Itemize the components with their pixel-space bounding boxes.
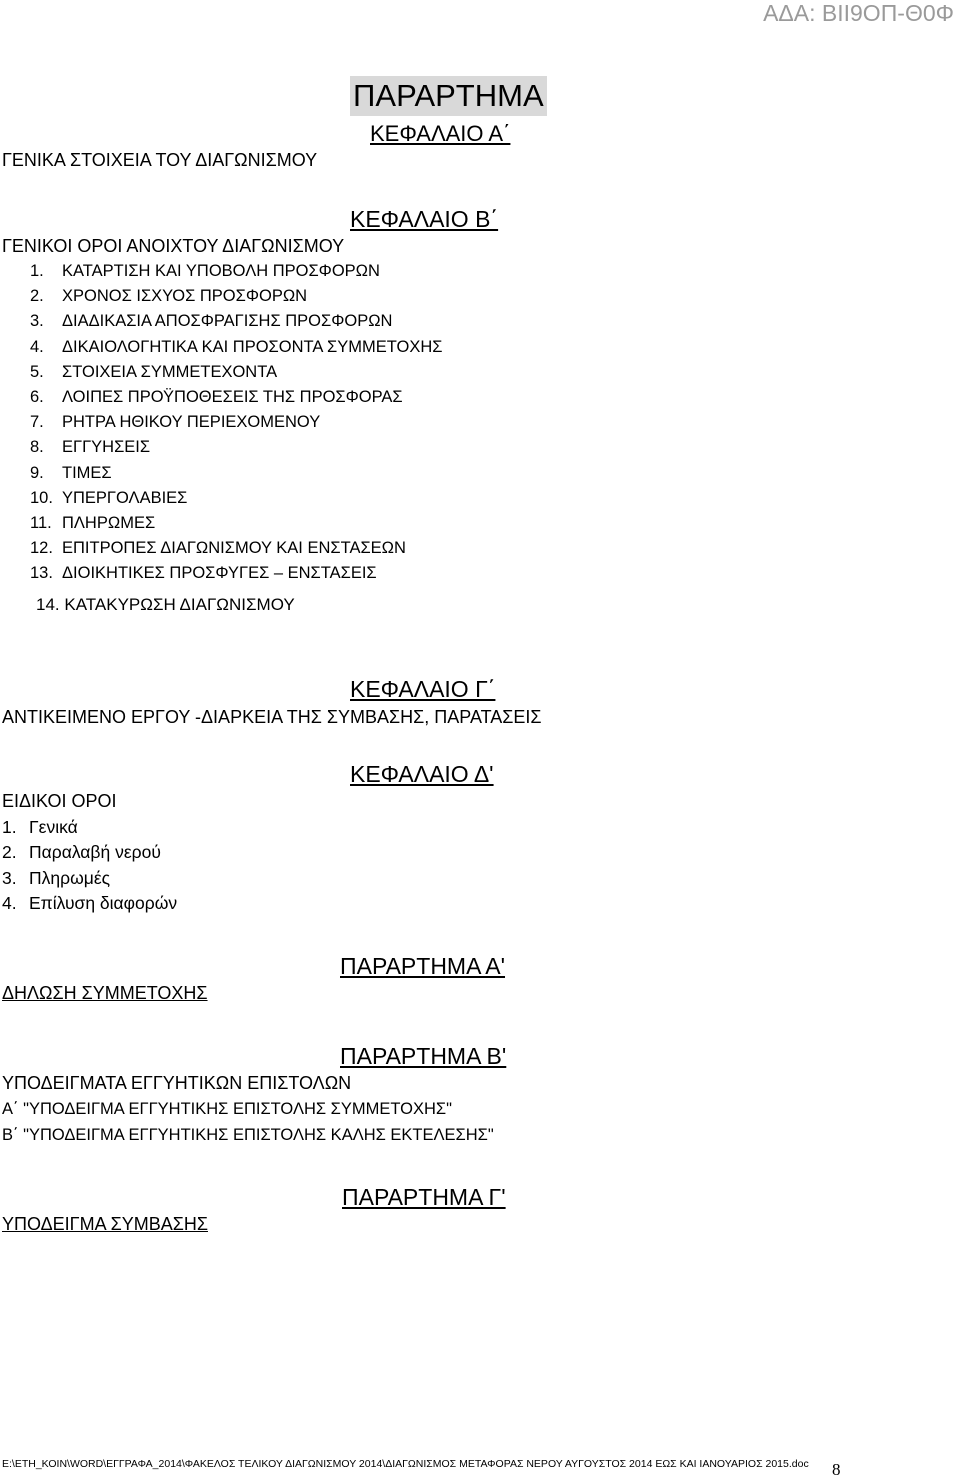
chapter-b-list — [30, 259, 442, 586]
annex-a-heading: ΠΑΡΑΡΤΗΜΑ Α' — [340, 953, 506, 979]
annex-c-subtitle: ΥΠΟΔΕΙΓΜΑ ΣΥΜΒΑΣΗΣ — [2, 1214, 208, 1234]
list-item: 3. ΔΙΑΔΙΚΑΣΙΑ ΑΠΟΣΦΡΑΓΙΣΗΣ ΠΡΟΣΦΟΡΩΝ — [30, 312, 393, 331]
list-item: 1. Γενικά — [2, 817, 78, 837]
annex-a-subtitle: ΔΗΛΩΣΗ ΣΥΜΜΕΤΟΧΗΣ — [2, 983, 208, 1003]
list-item: 8. ΕΓΓΥΗΣΕΙΣ — [30, 438, 151, 457]
list-item: 4. Επίλυση διαφορών — [2, 892, 178, 913]
chapter-a-heading: ΚΕΦΑΛΑΙΟ Α΄ — [370, 121, 511, 146]
chapter-a-subtitle: ΓΕΝΙΚΑ ΣΤΟΙΧΕΙΑ ΤΟΥ ΔΙΑΓΩΝΙΣΜΟΥ — [2, 150, 318, 170]
annex-c-heading: ΠΑΡΑΡΤΗΜΑ Γ' — [342, 1184, 506, 1210]
list-item: 11. ΠΛΗΡΩΜΕΣ — [30, 513, 156, 532]
list-item: 13. ΔΙΟΙΚΗΤΙΚΕΣ ΠΡΟΣΦΥΓΕΣ – ΕΝΣΤΑΣΕΙΣ — [30, 564, 377, 583]
list-item: 4. ΔΙΚΑΙΟΛΟΓΗΤΙΚΑ ΚΑΙ ΠΡΟΣΟΝΤΑ ΣΥΜΜΕΤΟΧΗΣ — [30, 337, 443, 356]
chapter-c-heading: ΚΕΦΑΛΑΙΟ Γ΄ — [350, 676, 496, 702]
page-title: ΠΑΡΑΡΤΗΜΑ — [350, 76, 547, 116]
list-item: 2. Παραλαβή νερού — [2, 842, 161, 863]
list-item: 12. ΕΠΙΤΡΟΠΕΣ ΔΙΑΓΩΝΙΣΜΟΥ ΚΑΙ ΕΝΣΤΑΣΕΩΝ — [30, 539, 406, 558]
list-item: 6. ΛΟΙΠΕΣ ΠΡΟΫΠΟΘΕΣΕΙΣ ΤΗΣ ΠΡΟΣΦΟΡΑΣ — [30, 387, 403, 406]
page-number: 8 — [832, 1460, 841, 1479]
annex-b-heading: ΠΑΡΑΡΤΗΜΑ Β' — [340, 1043, 507, 1069]
list-item: 1. ΚΑΤΑΡΤΙΣΗ ΚΑΙ ΥΠΟΒΟΛΗ ΠΡΟΣΦΟΡΩΝ — [30, 262, 380, 280]
footer-file-path: E:\ΕΤΗ_ΚΟΙΝ\WORD\ΕΓΓΡΑΦΑ_2014\ΦΑΚΕΛΟΣ ΤΕΛΙΚΟΥ ΔΙΑΓΩΝΙΣΜΟΥ 2014\ΔΙΑΓΩΝΙΣΜΟΣ ΜΕΤΑΦΟΡΑΣ ΝΕΡΟΥ ΑΥΓΟΥΣΤΟΣ 2014 ΕΩΣ ΚΑΙ ΙΑΝΟΥΑΡΙΟΣ 2015.doc — [2, 1458, 809, 1470]
chapter-d-list — [2, 815, 177, 916]
list-item: 5. ΣΤΟΙΧΕΙΑ ΣΥΜΜΕΤΕΧΟΝΤΑ — [30, 362, 278, 381]
list-item: 9. ΤΙΜΕΣ — [30, 463, 112, 482]
ada-watermark: ΑΔΑ: ΒΙΙ9ΟΠ-Θ0Φ — [763, 0, 954, 26]
chapter-b-item-14: 14. ΚΑΤΑΚΥΡΩΣΗ ΔΙΑΓΩΝΙΣΜΟΥ — [36, 595, 295, 614]
list-item: 10. ΥΠΕΡΓΟΛΑΒΙΕΣ — [30, 488, 188, 507]
chapter-b-subtitle: ΓΕΝΙΚΟΙ ΟΡΟΙ ΑΝΟΙΧΤΟΥ ΔΙΑΓΩΝΙΣΜΟΥ — [2, 236, 345, 256]
chapter-d-heading: ΚΕΦΑΛΑΙΟ Δ' — [350, 761, 494, 787]
chapter-b-heading: ΚΕΦΑΛΑΙΟ Β΄ — [350, 206, 499, 232]
annex-b-subtitle: ΥΠΟΔΕΙΓΜΑΤΑ ΕΓΓΥΗΤΙΚΩΝ ΕΠΙΣΤΟΛΩΝ — [2, 1073, 352, 1093]
list-item: 7. ΡΗΤΡΑ ΗΘΙΚΟΥ ΠΕΡΙΕΧΟΜΕΝΟΥ — [30, 413, 321, 432]
list-item: 3. Πληρωμές — [2, 867, 111, 888]
chapter-c-subtitle: ΑΝΤΙΚΕΙΜΕΝΟ ΕΡΓΟΥ -ΔΙΑΡΚΕΙΑ ΤΗΣ ΣΥΜΒΑΣΗΣ, ΠΑΡΑΤΑΣΕΙΣ — [2, 707, 542, 727]
list-item: 2. ΧΡΟΝΟΣ ΙΣΧΥΟΣ ΠΡΟΣΦΟΡΩΝ — [30, 287, 308, 306]
annex-b-line-2: Β΄ "ΥΠΟΔΕΙΓΜΑ ΕΓΓΥΗΤΙΚΗΣ ΕΠΙΣΤΟΛΗΣ ΚΑΛΗΣ ΕΚΤΕΛΕΣΗΣ" — [2, 1126, 494, 1144]
chapter-d-subtitle: ΕΙΔΙΚΟΙ ΟΡΟΙ — [2, 791, 117, 811]
annex-b-line-1: Α΄ "ΥΠΟΔΕΙΓΜΑ ΕΓΓΥΗΤΙΚΗΣ ΕΠΙΣΤΟΛΗΣ ΣΥΜΜΕΤΟΧΗΣ" — [2, 1100, 452, 1118]
